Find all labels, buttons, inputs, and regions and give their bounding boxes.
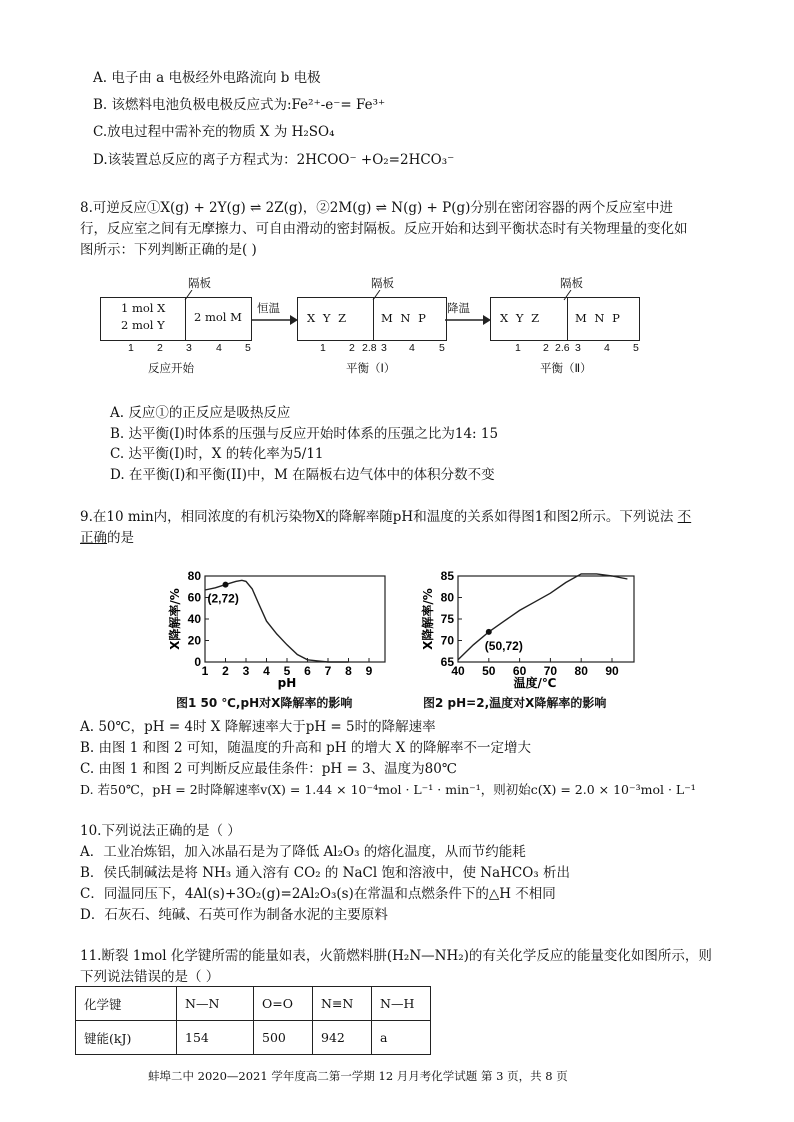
arrow1-label: 恒温 [257, 301, 280, 315]
q9-option-b: B. 由图 1 和图 2 可知，随温度的升高和 pH 的增大 X 的降解率不一定增大 [80, 740, 532, 756]
x-tick-label: 40 [451, 664, 465, 678]
eq1-right: M N P [381, 311, 426, 325]
q8-stem-line3: 图所示：下列判断正确的是( ) [80, 242, 257, 258]
x-tick-label: 9 [365, 664, 373, 678]
table-row [76, 987, 431, 1021]
table-cell: a [372, 1021, 431, 1055]
y-tick-label: 0 [194, 655, 201, 669]
table-cell: 154 [177, 1021, 254, 1055]
q8-option-a: A. 反应①的正反应是吸热反应 [110, 405, 291, 421]
partition-pointer-2 [368, 290, 382, 302]
tick: 3 [575, 342, 581, 354]
tick-eq2-position: 2.6 [555, 342, 570, 354]
arrow2-label: 降温 [447, 301, 470, 315]
x-tick-label: 8 [345, 664, 352, 678]
q10-option-c: C．同温同压下，4Al(s)+3O₂(g)=2Al₂O₃(s)在常温和点燃条件下的△H 不相同 [80, 886, 556, 902]
tick: 3 [381, 342, 387, 354]
y-tick-label: 70 [440, 633, 454, 648]
y-tick-label: 85 [440, 569, 454, 583]
y-tick-label: 40 [187, 612, 201, 626]
q9-stem-underline-2: 正确 [80, 530, 107, 546]
x-tick-label: 90 [605, 664, 619, 678]
tick: 5 [439, 342, 445, 354]
x-tick-label: 2 [222, 664, 229, 678]
tick: 2 [349, 342, 355, 354]
chart-temperature [400, 563, 650, 715]
q10-stem: 10.下列说法正确的是（ ） [80, 823, 241, 839]
q8-option-c: C. 达平衡(I)时，X 的转化率为5/11 [110, 446, 324, 462]
chart1-caption: 图1 50 ℃,pH对X降解率的影响 [176, 696, 353, 710]
x-tick-label: 4 [263, 664, 270, 678]
partition-eq1 [373, 297, 374, 341]
x-tick-label: 50 [482, 664, 496, 678]
q9-option-c: C. 由图 1 和图 2 可判断反应最佳条件：pH = 3、温度为80℃ [80, 761, 457, 777]
table-cell: N≡N [313, 987, 372, 1021]
table-cell: 500 [254, 1021, 313, 1055]
partition-pointer-3 [559, 290, 573, 302]
q7-option-d: D.该装置总反应的离子方程式为：2HCOO⁻ +O₂=2HCO₃⁻ [93, 152, 455, 168]
q8-option-d: D. 在平衡(I)和平衡(II)中，M 在隔板右边气体中的体积分数不变 [110, 467, 495, 483]
tick: 2 [543, 342, 549, 354]
tick: 4 [216, 342, 222, 354]
x-tick-label: 60 [512, 664, 527, 678]
tick: 5 [633, 342, 639, 354]
annotation-point [486, 629, 492, 635]
x-tick-label: 5 [283, 664, 291, 678]
y-tick-label: 20 [187, 633, 201, 648]
x-axis-label: 温度/℃ [513, 676, 557, 690]
q9-stem-underline-1: 不 [677, 509, 692, 525]
tick: 1 [128, 342, 134, 354]
eq2-left: X Y Z [500, 311, 540, 325]
chart2-caption: 图2 pH=2,温度对X降解率的影响 [423, 696, 607, 710]
x-tick-label: 70 [543, 664, 558, 678]
caption-eq2: 平衡（Ⅱ） [540, 361, 592, 375]
eq1-left: X Y Z [307, 311, 347, 325]
start-left-1: 1 mol X [121, 301, 166, 315]
table-cell: 942 [313, 1021, 372, 1055]
q9-stem-line1 [80, 508, 691, 526]
y-tick-label: 80 [440, 590, 454, 605]
start-left-2: 2 mol Y [121, 318, 165, 332]
y-tick-label: 65 [440, 655, 454, 669]
q9-stem-part2: 的是 [107, 530, 134, 546]
annotation-label: (50,72) [484, 638, 523, 653]
tick: 4 [604, 342, 610, 354]
page-footer: 蚌埠二中 2020—2021 学年度高二第一学期 12 月月考化学试题 第 3 页，共 8 页 [148, 1069, 568, 1083]
y-tick-label: 80 [187, 569, 201, 583]
series-line [458, 574, 627, 660]
partition-label-1: 隔板 [188, 276, 211, 290]
bond-energy-table [75, 986, 431, 1055]
q7-option-c: C.放电过程中需补充的物质 X 为 H₂SO₄ [93, 124, 335, 140]
table-cell: 化学键 [76, 987, 177, 1021]
table-cell: N—N [177, 987, 254, 1021]
start-right: 2 mol M [194, 310, 242, 324]
eq2-right: M N P [575, 311, 620, 325]
q9-stem-part1: 9.在10 min内，相同浓度的有机污染物X的降解率随pH和温度的关系如得图1和图2所示。下列说法 [80, 509, 674, 525]
arrow2-icon [445, 314, 491, 326]
chart-ph [140, 563, 400, 715]
q7-option-b: B. 该燃料电池负极电极反应式为:Fe²⁺-e⁻= Fe³⁺ [93, 97, 386, 113]
tick: 1 [320, 342, 326, 354]
tick: 4 [409, 342, 415, 354]
y-tick-label: 75 [440, 612, 454, 626]
caption-eq1: 平衡（Ⅰ） [346, 361, 396, 375]
table-cell: O=O [254, 987, 313, 1021]
y-axis-label: X降解率/% [421, 588, 435, 650]
q11-stem-line1: 11.断裂 1mol 化学键所需的能量如表，火箭燃料肼(H₂N—NH₂)的有关化学反应的能量变化如图所示，则 [80, 948, 712, 964]
tick: 1 [515, 342, 521, 354]
q10-option-b: B．侯氏制碱法是将 NH₃ 通入溶有 CO₂ 的 NaCl 饱和溶液中，使 NaHCO₃ 析出 [80, 865, 571, 881]
annotation-label: (2,72) [207, 591, 239, 606]
q7-option-a: A. 电子由 a 电极经外电路流向 b 电极 [93, 70, 321, 86]
partition-label-3: 隔板 [560, 276, 583, 290]
partition-label-2: 隔板 [371, 276, 394, 290]
q8-option-b: B. 达平衡(I)时体系的压强与反应开始时体系的压强之比为14: 15 [110, 426, 499, 442]
partition-pointer-1 [180, 290, 194, 302]
q8-stem-line1: 8.可逆反应①X(g) + 2Y(g) ⇌ 2Z(g)，②2M(g) ⇌ N(g) + P(g)分别在密闭容器的两个反应室中进 [80, 200, 673, 216]
tick: 5 [245, 342, 251, 354]
x-tick-label: 3 [242, 664, 250, 678]
partition-start [185, 297, 186, 341]
x-axis-label: pH [277, 676, 297, 690]
x-tick-label: 1 [201, 664, 209, 678]
q9-option-a: A. 50℃，pH = 4时 X 降解速率大于pH = 5时的降解速率 [80, 719, 436, 735]
q8-stem-line2: 行，反应室之间有无摩擦力、可自由滑动的密封隔板。反应开始和达到平衡状态时有关物理量的变化如 [80, 221, 688, 237]
arrow1-icon [252, 314, 298, 326]
table-cell: N—H [372, 987, 431, 1021]
y-axis-label: X降解率/% [168, 588, 182, 650]
q9-option-d: D. 若50℃，pH = 2时降解速率v(X) = 1.44 × 10⁻⁴mol · L⁻¹ · min⁻¹，则初始c(X) = 2.0 × 10⁻³mol · L⁻¹ [80, 782, 696, 797]
tick: 2 [157, 342, 163, 354]
q9-stem-line2 [80, 529, 134, 547]
q10-option-d: D．石灰石、纯碱、石英可作为制备水泥的主要原料 [80, 907, 388, 923]
tick: 3 [186, 342, 192, 354]
partition-eq2 [567, 297, 568, 341]
plot-frame [205, 576, 385, 662]
table-cell: 键能(kJ) [76, 1021, 177, 1055]
q10-option-a: A．工业冶炼铝，加入冰晶石是为了降低 Al₂O₃ 的熔化温度，从而节约能耗 [80, 844, 526, 860]
x-tick-label: 7 [324, 664, 332, 678]
annotation-point [223, 582, 229, 588]
y-tick-label: 60 [187, 590, 201, 605]
x-tick-label: 80 [574, 664, 588, 678]
table-row [76, 1021, 431, 1055]
q11-stem-line2: 下列说法错误的是（ ） [80, 969, 220, 985]
caption-start: 反应开始 [148, 361, 194, 375]
tick-eq1-position: 2.8 [362, 342, 377, 354]
x-tick-label: 6 [304, 664, 311, 678]
